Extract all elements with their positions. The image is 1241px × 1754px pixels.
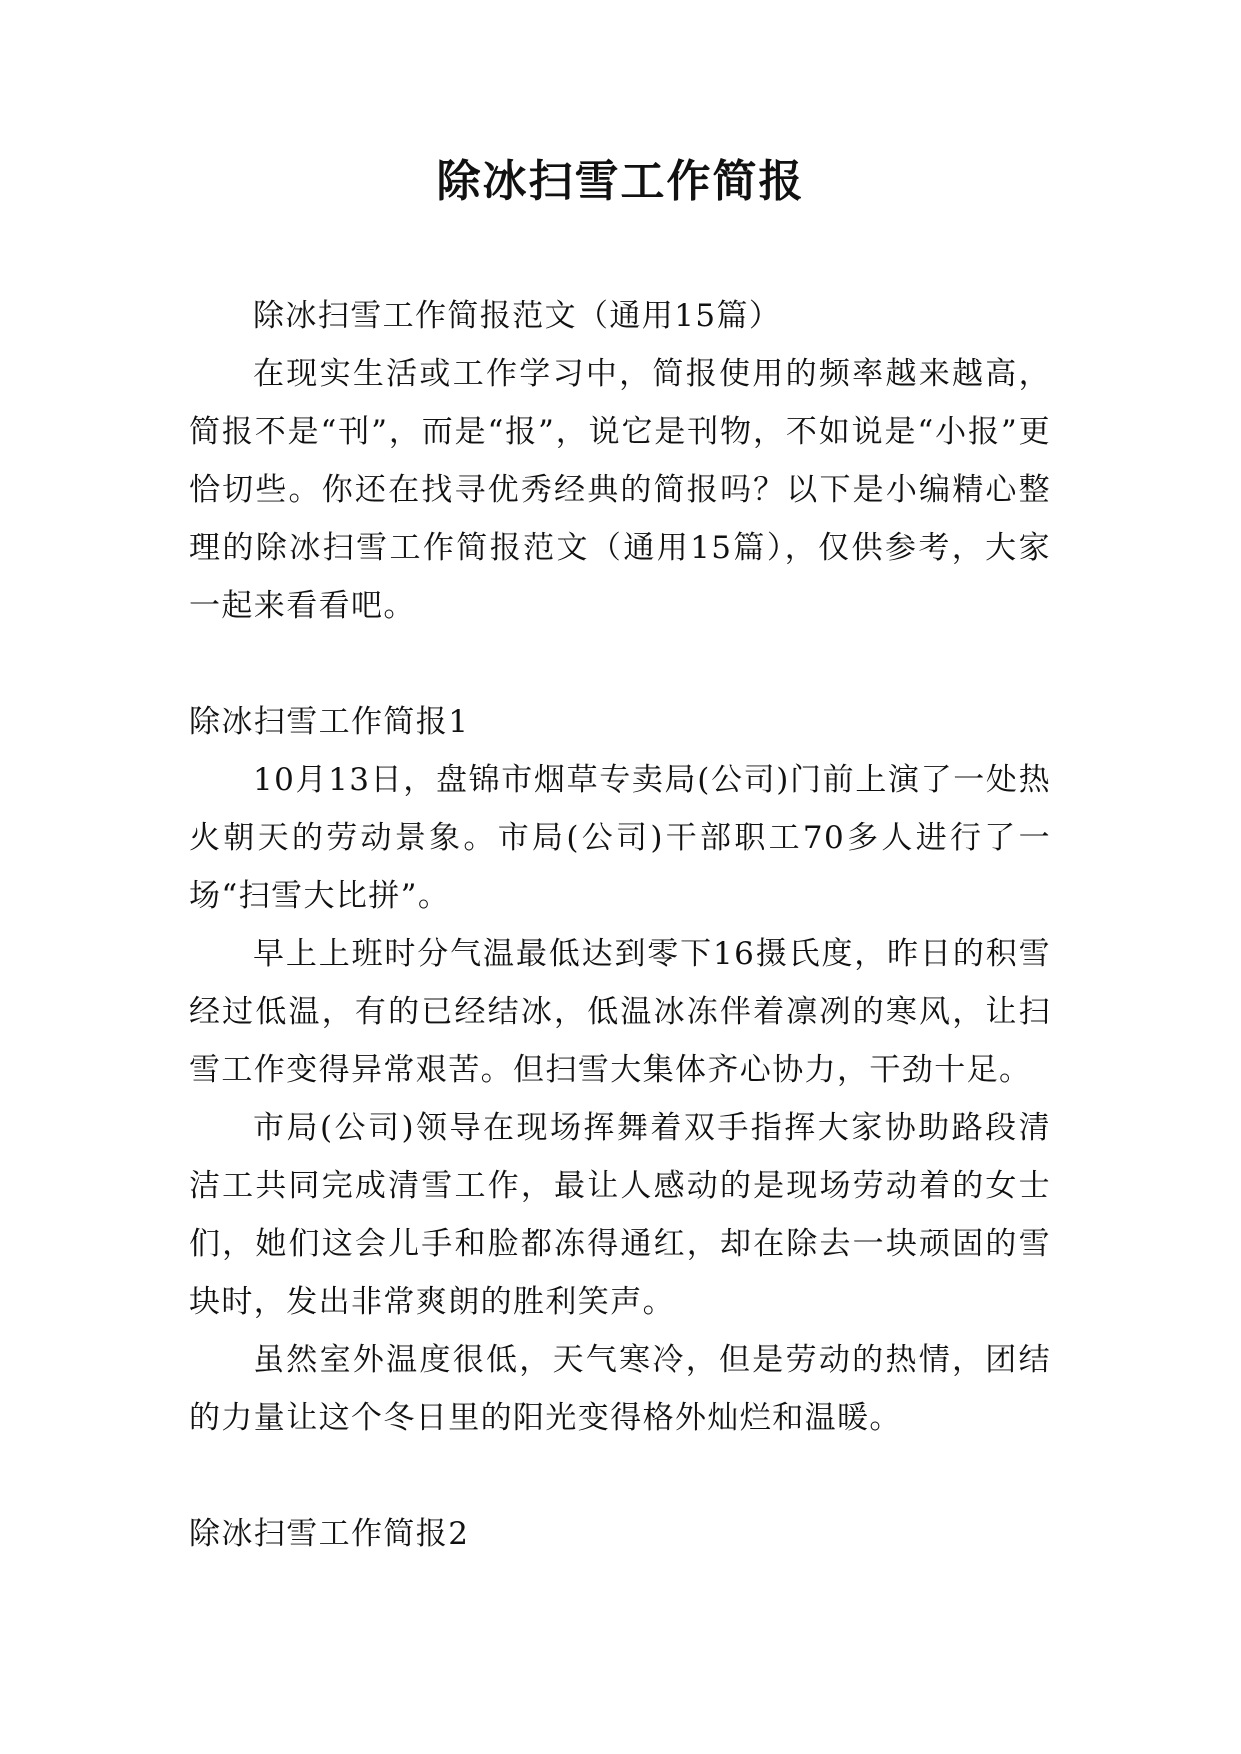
section1-paragraph-2: 早上上班时分气温最低达到零下16摄氏度，昨日的积雪经过低温，有的已经结冰，低温冰冻伴着凛冽的寒风，让扫雪工作变得异常艰苦。但扫雪大集体齐心协力，干劲十足。 [189, 936, 1051, 1088]
document-title: 除冰扫雪工作简报 [436, 156, 805, 207]
spacer [189, 635, 1051, 693]
spacer [189, 1447, 1051, 1505]
section1-paragraph-4: 虽然室外温度很低，天气寒冷，但是劳动的热情，团结的力量让这个冬日里的阳光变得格外灿烂和温暖。 [189, 1342, 1051, 1436]
subtitle-paragraph: 除冰扫雪工作简报范文（通用15篇） [253, 298, 782, 334]
section-heading-1: 除冰扫雪工作简报1 [189, 704, 470, 740]
section1-paragraph-3: 市局(公司)领导在现场挥舞着双手指挥大家协助路段清洁工共同完成清雪工作，最让人感动的是现场劳动着的女士们，她们这会儿手和脸都冻得通红，却在除去一块顽固的雪块时，发出非常爽朗的胜利笑声。 [189, 1110, 1051, 1320]
section-heading-2: 除冰扫雪工作简报2 [189, 1516, 470, 1552]
intro-paragraph: 在现实生活或工作学习中，简报使用的频率越来越高，简报不是“刊”，而是“报”，说它是刊物，不如说是“小报”更恰切些。你还在找寻优秀经典的简报吗？以下是小编精心整理的除冰扫雪工作简报范文（通用15篇），仅供参考，大家一起来看看吧。 [189, 356, 1051, 624]
document-body [189, 287, 1051, 1563]
section1-paragraph-1: 10月13日，盘锦市烟草专卖局(公司)门前上演了一处热火朝天的劳动景象。市局(公司)干部职工70多人进行了一场“扫雪大比拼”。 [189, 762, 1051, 914]
